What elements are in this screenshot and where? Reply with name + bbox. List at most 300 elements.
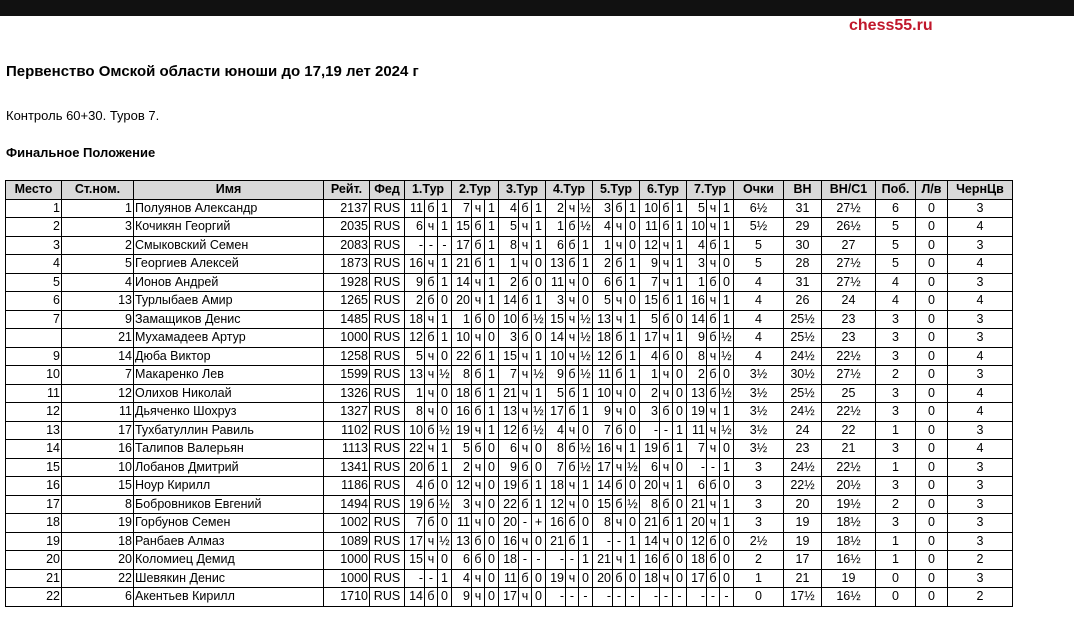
round-result-cell: 1 — [673, 421, 687, 440]
round-color-cell: ч — [472, 199, 485, 218]
round-opponent-cell: 21 — [640, 514, 660, 533]
wins-cell: 0 — [876, 588, 916, 607]
buchholz-cell: 31 — [784, 199, 822, 218]
round-opponent-cell: 18 — [593, 329, 613, 348]
header-lw: Л/в — [916, 181, 948, 200]
black-games-cell: 4 — [948, 347, 1013, 366]
round-opponent-cell: 14 — [687, 310, 707, 329]
round-result-cell: ½ — [579, 458, 593, 477]
place-cell: 11 — [6, 384, 62, 403]
lw-cell: 0 — [916, 218, 948, 237]
round-color-cell: - — [425, 236, 438, 255]
round-opponent-cell: 12 — [640, 236, 660, 255]
header-round-4: 4.Тур — [546, 181, 593, 200]
round-result-cell: - — [720, 588, 734, 607]
round-opponent-cell: 5 — [405, 347, 425, 366]
table-row — [6, 236, 1013, 255]
federation-cell: RUS — [370, 440, 405, 459]
round-color-cell: ч — [707, 514, 720, 533]
round-opponent-cell: 7 — [593, 421, 613, 440]
round-result-cell: 1 — [626, 199, 640, 218]
buchholz-cell: 30½ — [784, 366, 822, 385]
rating-cell: 1102 — [324, 421, 370, 440]
round-opponent-cell: 4 — [452, 569, 472, 588]
round-result-cell: 1 — [673, 514, 687, 533]
round-opponent-cell: 16 — [452, 403, 472, 422]
buchholz-cell: 25½ — [784, 310, 822, 329]
round-result-cell: 0 — [673, 384, 687, 403]
points-cell: 4 — [734, 329, 784, 348]
round-result-cell: 1 — [673, 329, 687, 348]
buchholz-cell: 24 — [784, 421, 822, 440]
round-color-cell: ч — [707, 440, 720, 459]
round-result-cell: 1 — [720, 458, 734, 477]
rating-cell: 1000 — [324, 569, 370, 588]
black-games-cell: 4 — [948, 403, 1013, 422]
round-opponent-cell: 13 — [452, 532, 472, 551]
lw-cell: 0 — [916, 458, 948, 477]
round-result-cell: 0 — [579, 273, 593, 292]
wins-cell: 4 — [876, 273, 916, 292]
table-row — [6, 495, 1013, 514]
round-opponent-cell: 15 — [452, 218, 472, 237]
round-opponent-cell: 17 — [687, 569, 707, 588]
round-color-cell: ч — [425, 532, 438, 551]
table-row — [6, 588, 1013, 607]
round-result-cell: - — [532, 551, 546, 570]
round-result-cell: 0 — [626, 218, 640, 237]
place-cell: 7 — [6, 310, 62, 329]
player-name-cell: Шевякин Денис — [134, 569, 324, 588]
round-result-cell: ½ — [438, 366, 452, 385]
round-color-cell: б — [519, 199, 532, 218]
buchholz-cell: 19 — [784, 532, 822, 551]
round-opponent-cell: 21 — [593, 551, 613, 570]
table-row — [6, 273, 1013, 292]
round-color-cell: б — [707, 329, 720, 348]
federation-cell: RUS — [370, 347, 405, 366]
header-round-6: 6.Тур — [640, 181, 687, 200]
round-opponent-cell: 9 — [405, 273, 425, 292]
round-result-cell: 0 — [438, 588, 452, 607]
round-result-cell: 1 — [485, 366, 499, 385]
round-color-cell: ч — [613, 551, 626, 570]
round-opponent-cell: 4 — [499, 199, 519, 218]
round-opponent-cell: 7 — [405, 514, 425, 533]
points-cell: 3 — [734, 514, 784, 533]
round-result-cell: 0 — [720, 273, 734, 292]
points-cell: 5 — [734, 236, 784, 255]
points-cell: 1 — [734, 569, 784, 588]
player-name-cell: Ранбаев Алмаз — [134, 532, 324, 551]
points-cell: 6½ — [734, 199, 784, 218]
round-result-cell: 0 — [438, 292, 452, 311]
round-color-cell: б — [613, 347, 626, 366]
round-color-cell: б — [425, 458, 438, 477]
round-result-cell: 0 — [626, 514, 640, 533]
round-color-cell: б — [425, 477, 438, 496]
player-name-cell: Ноур Кирилл — [134, 477, 324, 496]
round-result-cell: 0 — [485, 569, 499, 588]
header-start-number: Ст.ном. — [62, 181, 134, 200]
round-opponent-cell: 6 — [687, 477, 707, 496]
wins-cell: 5 — [876, 218, 916, 237]
round-result-cell: 1 — [720, 495, 734, 514]
points-cell: 0 — [734, 588, 784, 607]
round-opponent-cell: 5 — [546, 384, 566, 403]
round-opponent-cell: - — [640, 588, 660, 607]
round-opponent-cell: 3 — [640, 403, 660, 422]
round-color-cell: ч — [613, 514, 626, 533]
round-opponent-cell: 6 — [546, 236, 566, 255]
round-color-cell: ч — [519, 403, 532, 422]
round-opponent-cell: 5 — [640, 310, 660, 329]
round-result-cell: 0 — [438, 403, 452, 422]
start-number-cell: 20 — [62, 551, 134, 570]
round-color-cell: ч — [660, 569, 673, 588]
round-opponent-cell: 6 — [640, 458, 660, 477]
points-cell: 5 — [734, 255, 784, 274]
round-opponent-cell: 8 — [546, 440, 566, 459]
round-opponent-cell: 16 — [593, 440, 613, 459]
round-result-cell: 0 — [579, 421, 593, 440]
federation-cell: RUS — [370, 421, 405, 440]
round-opponent-cell: 15 — [546, 310, 566, 329]
round-color-cell: ч — [519, 588, 532, 607]
wins-cell: 3 — [876, 310, 916, 329]
rating-cell: 1000 — [324, 551, 370, 570]
round-opponent-cell: 6 — [593, 273, 613, 292]
round-color-cell: ч — [613, 458, 626, 477]
round-result-cell: 1 — [626, 310, 640, 329]
round-opponent-cell: 6 — [452, 551, 472, 570]
lw-cell: 0 — [916, 273, 948, 292]
round-color-cell: ч — [472, 569, 485, 588]
round-result-cell: 1 — [579, 532, 593, 551]
table-row — [6, 384, 1013, 403]
round-color-cell: ч — [566, 292, 579, 311]
round-color-cell: б — [566, 384, 579, 403]
round-opponent-cell: 4 — [546, 421, 566, 440]
table-row — [6, 569, 1013, 588]
round-result-cell: 1 — [720, 310, 734, 329]
wins-cell: 3 — [876, 440, 916, 459]
start-number-cell: 3 — [62, 218, 134, 237]
round-color-cell: ч — [613, 403, 626, 422]
place-cell: 13 — [6, 421, 62, 440]
round-result-cell: 0 — [673, 366, 687, 385]
round-result-cell: ½ — [579, 440, 593, 459]
rating-cell: 1089 — [324, 532, 370, 551]
wins-cell: 3 — [876, 347, 916, 366]
round-result-cell: 0 — [438, 384, 452, 403]
round-opponent-cell: 12 — [546, 495, 566, 514]
federation-cell: RUS — [370, 292, 405, 311]
round-result-cell: ½ — [532, 421, 546, 440]
black-games-cell: 3 — [948, 532, 1013, 551]
round-result-cell: 1 — [626, 366, 640, 385]
points-cell: 3 — [734, 458, 784, 477]
place-cell: 9 — [6, 347, 62, 366]
buchholz-cut1-cell: 24 — [822, 292, 876, 311]
round-result-cell: ½ — [626, 495, 640, 514]
round-result-cell: + — [532, 514, 546, 533]
buchholz-cell: 24½ — [784, 403, 822, 422]
round-opponent-cell: 7 — [640, 273, 660, 292]
round-opponent-cell: 18 — [499, 551, 519, 570]
wins-cell: 3 — [876, 384, 916, 403]
black-games-cell: 4 — [948, 255, 1013, 274]
round-result-cell: 0 — [532, 569, 546, 588]
round-color-cell: ч — [425, 310, 438, 329]
lw-cell: 0 — [916, 236, 948, 255]
round-color-cell: ч — [519, 366, 532, 385]
round-color-cell: ч — [425, 403, 438, 422]
round-color-cell: ч — [660, 477, 673, 496]
round-color-cell: б — [472, 310, 485, 329]
round-opponent-cell: - — [405, 569, 425, 588]
round-result-cell: 1 — [626, 551, 640, 570]
round-result-cell: 1 — [438, 440, 452, 459]
start-number-cell: 1 — [62, 199, 134, 218]
round-result-cell: 1 — [673, 236, 687, 255]
round-opponent-cell: 1 — [405, 384, 425, 403]
round-color-cell: б — [472, 236, 485, 255]
header-round-5: 5.Тур — [593, 181, 640, 200]
round-opponent-cell: 11 — [405, 199, 425, 218]
lw-cell: 0 — [916, 421, 948, 440]
player-name-cell: Акентьев Кирилл — [134, 588, 324, 607]
place-cell: 17 — [6, 495, 62, 514]
round-opponent-cell: - — [546, 551, 566, 570]
round-result-cell: ½ — [438, 421, 452, 440]
round-result-cell: 0 — [720, 440, 734, 459]
federation-cell: RUS — [370, 551, 405, 570]
rating-cell: 1341 — [324, 458, 370, 477]
round-result-cell: ½ — [579, 329, 593, 348]
round-result-cell: 1 — [438, 329, 452, 348]
black-games-cell: 3 — [948, 329, 1013, 348]
round-color-cell: - — [707, 588, 720, 607]
round-color-cell: б — [566, 514, 579, 533]
header-federation: Фед — [370, 181, 405, 200]
start-number-cell: 9 — [62, 310, 134, 329]
round-color-cell: б — [425, 514, 438, 533]
round-opponent-cell: 20 — [405, 458, 425, 477]
buchholz-cell: 21 — [784, 569, 822, 588]
round-opponent-cell: - — [593, 588, 613, 607]
wins-cell: 6 — [876, 199, 916, 218]
round-result-cell: 0 — [532, 440, 546, 459]
round-opponent-cell: 14 — [593, 477, 613, 496]
round-color-cell: б — [613, 329, 626, 348]
round-result-cell: 0 — [485, 458, 499, 477]
buchholz-cut1-cell: 16½ — [822, 551, 876, 570]
lw-cell: 0 — [916, 495, 948, 514]
round-color-cell: б — [472, 255, 485, 274]
player-name-cell: Георгиев Алексей — [134, 255, 324, 274]
round-result-cell: 1 — [579, 477, 593, 496]
round-result-cell: 1 — [485, 347, 499, 366]
points-cell: 3 — [734, 477, 784, 496]
round-color-cell: ч — [707, 347, 720, 366]
round-color-cell: б — [613, 495, 626, 514]
round-result-cell: 1 — [626, 329, 640, 348]
round-opponent-cell: 8 — [405, 403, 425, 422]
lw-cell: 0 — [916, 440, 948, 459]
lw-cell: 0 — [916, 347, 948, 366]
round-result-cell: 0 — [720, 532, 734, 551]
round-color-cell: б — [425, 588, 438, 607]
round-color-cell: б — [707, 310, 720, 329]
lw-cell: 0 — [916, 329, 948, 348]
round-color-cell: ч — [660, 236, 673, 255]
round-result-cell: 1 — [438, 273, 452, 292]
round-color-cell: ч — [660, 255, 673, 274]
player-name-cell: Лобанов Дмитрий — [134, 458, 324, 477]
round-result-cell: 0 — [532, 532, 546, 551]
round-color-cell: б — [519, 421, 532, 440]
start-number-cell: 12 — [62, 384, 134, 403]
black-games-cell: 3 — [948, 495, 1013, 514]
round-color-cell: ч — [472, 477, 485, 496]
round-opponent-cell: 17 — [593, 458, 613, 477]
round-color-cell: б — [660, 292, 673, 311]
round-result-cell: 0 — [438, 514, 452, 533]
round-opponent-cell: 19 — [640, 440, 660, 459]
rating-cell: 1599 — [324, 366, 370, 385]
round-result-cell: 0 — [626, 569, 640, 588]
round-opponent-cell: 11 — [593, 366, 613, 385]
round-opponent-cell: 21 — [499, 384, 519, 403]
round-color-cell: - — [566, 588, 579, 607]
place-cell: 12 — [6, 403, 62, 422]
wins-cell: 5 — [876, 255, 916, 274]
buchholz-cell: 23 — [784, 440, 822, 459]
round-result-cell: 0 — [485, 329, 499, 348]
black-games-cell: 3 — [948, 310, 1013, 329]
buchholz-cut1-cell: 22½ — [822, 458, 876, 477]
start-number-cell: 14 — [62, 347, 134, 366]
round-result-cell: 1 — [626, 347, 640, 366]
round-color-cell: ч — [660, 458, 673, 477]
round-result-cell: 1 — [720, 218, 734, 237]
round-opponent-cell: 8 — [687, 347, 707, 366]
round-opponent-cell: 12 — [593, 347, 613, 366]
round-color-cell: ч — [613, 310, 626, 329]
black-games-cell: 3 — [948, 458, 1013, 477]
wins-cell: 4 — [876, 292, 916, 311]
lw-cell: 0 — [916, 366, 948, 385]
round-color-cell: ч — [613, 236, 626, 255]
federation-cell: RUS — [370, 588, 405, 607]
round-opponent-cell: 19 — [499, 477, 519, 496]
round-result-cell: 1 — [626, 532, 640, 551]
round-opponent-cell: 16 — [640, 551, 660, 570]
round-color-cell: б — [425, 273, 438, 292]
round-opponent-cell: 15 — [593, 495, 613, 514]
wins-cell: 0 — [876, 569, 916, 588]
round-result-cell: 1 — [579, 403, 593, 422]
round-opponent-cell: 5 — [499, 218, 519, 237]
round-color-cell: б — [707, 477, 720, 496]
wins-cell: 5 — [876, 236, 916, 255]
wins-cell: 1 — [876, 551, 916, 570]
round-color-cell: б — [613, 255, 626, 274]
round-color-cell: б — [425, 292, 438, 311]
round-opponent-cell: 4 — [640, 347, 660, 366]
round-opponent-cell: 9 — [546, 366, 566, 385]
lw-cell: 0 — [916, 310, 948, 329]
buchholz-cell: 20 — [784, 495, 822, 514]
place-cell: 3 — [6, 236, 62, 255]
round-opponent-cell: 3 — [546, 292, 566, 311]
round-opponent-cell: 2 — [640, 384, 660, 403]
round-opponent-cell: 1 — [452, 310, 472, 329]
start-number-cell: 16 — [62, 440, 134, 459]
round-result-cell: 1 — [485, 199, 499, 218]
round-opponent-cell: 17 — [452, 236, 472, 255]
round-result-cell: 1 — [579, 236, 593, 255]
round-color-cell: б — [472, 551, 485, 570]
round-color-cell: ч — [425, 255, 438, 274]
round-color-cell: ч — [425, 218, 438, 237]
round-result-cell: 1 — [673, 255, 687, 274]
round-result-cell: 1 — [720, 514, 734, 533]
round-color-cell: - — [613, 532, 626, 551]
table-row — [6, 514, 1013, 533]
round-opponent-cell: 18 — [546, 477, 566, 496]
header-points: Очки — [734, 181, 784, 200]
round-result-cell: ½ — [579, 310, 593, 329]
points-cell: 4 — [734, 273, 784, 292]
header-round-2: 2.Тур — [452, 181, 499, 200]
header-round-7: 7.Тур — [687, 181, 734, 200]
table-row — [6, 199, 1013, 218]
table-row — [6, 255, 1013, 274]
round-result-cell: ½ — [438, 532, 452, 551]
round-result-cell: 0 — [438, 551, 452, 570]
points-cell: 3½ — [734, 384, 784, 403]
round-color-cell: б — [566, 403, 579, 422]
buchholz-cut1-cell: 22½ — [822, 403, 876, 422]
round-opponent-cell: 14 — [640, 532, 660, 551]
round-color-cell: б — [519, 477, 532, 496]
wins-cell: 3 — [876, 514, 916, 533]
buchholz-cell: 24½ — [784, 458, 822, 477]
site-link[interactable]: chess55.ru — [849, 17, 933, 34]
round-color-cell: ч — [425, 440, 438, 459]
player-name-cell: Дьяченко Шохруз — [134, 403, 324, 422]
round-result-cell: 1 — [485, 218, 499, 237]
round-result-cell: 1 — [532, 292, 546, 311]
round-opponent-cell: 10 — [593, 384, 613, 403]
header-buchholz-cut1: ВН/С1 — [822, 181, 876, 200]
round-color-cell: б — [707, 569, 720, 588]
round-color-cell: ч — [707, 255, 720, 274]
round-result-cell: 1 — [438, 255, 452, 274]
round-color-cell: - — [660, 421, 673, 440]
federation-cell: RUS — [370, 569, 405, 588]
round-result-cell: 0 — [673, 458, 687, 477]
table-row — [6, 458, 1013, 477]
lw-cell: 0 — [916, 384, 948, 403]
round-opponent-cell: 15 — [405, 551, 425, 570]
round-opponent-cell: 8 — [593, 514, 613, 533]
wins-cell: 2 — [876, 366, 916, 385]
round-result-cell: 0 — [673, 495, 687, 514]
round-color-cell: б — [519, 292, 532, 311]
